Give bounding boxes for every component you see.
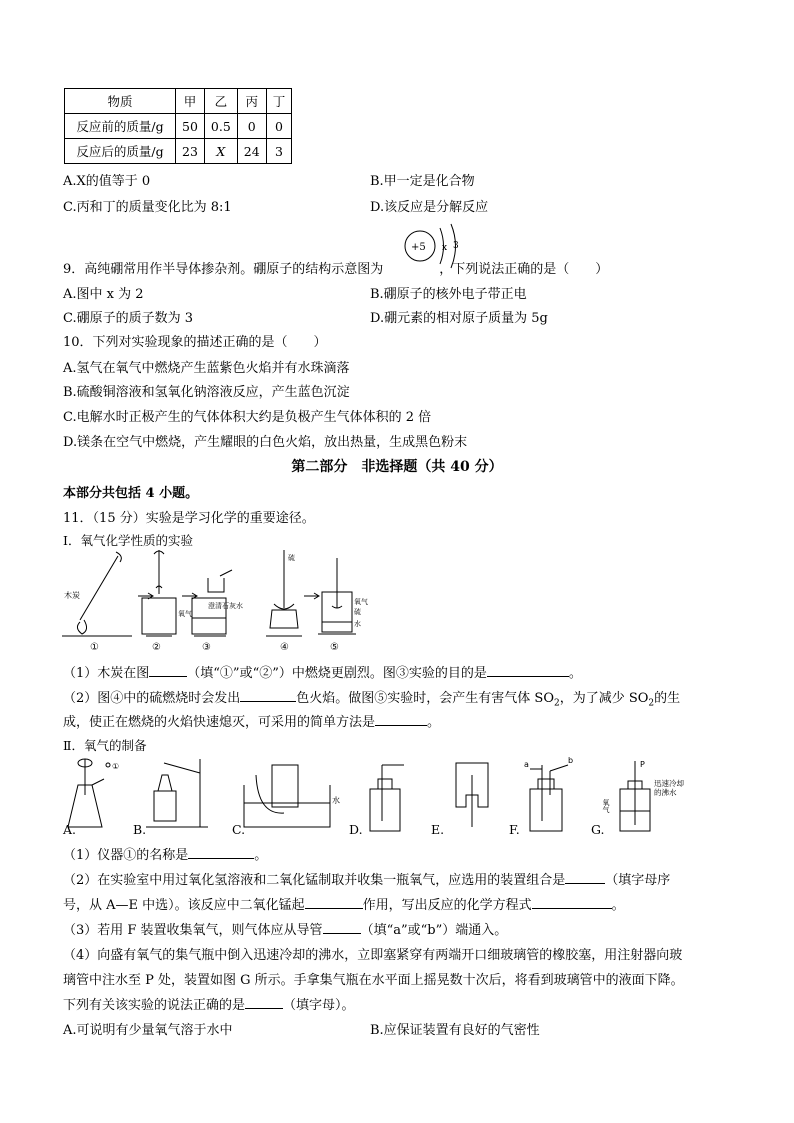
q11-ii-4-option-b: B.应保证装置有良好的气密性: [370, 1023, 540, 1038]
part2-note: 本部分共包括 4 小题。: [63, 486, 199, 501]
boron-atom-diagram: [400, 220, 464, 272]
q9-option-d: D.硼元素的相对原子质量为 5g: [370, 311, 548, 326]
answer-blank[interactable]: [149, 664, 187, 677]
table-cell: 24: [237, 139, 266, 164]
apparatus-label-d: D.: [349, 822, 363, 837]
atom-nucleus-label: +5: [411, 242, 426, 253]
label-tube-b: b: [568, 756, 574, 765]
answer-blank[interactable]: [565, 871, 605, 884]
q9-option-b: B.硼原子的核外电子带正电: [370, 287, 527, 302]
atom-3-label: 3: [453, 241, 459, 251]
q8-option-b: B.甲一定是化合物: [370, 174, 475, 189]
q11-ii-3-text-a: （3）若用 F 装置收集氧气，则气体应从导管: [63, 923, 323, 938]
q11-2-line2: [63, 711, 440, 730]
q10-stem: 10．下列对实验现象的描述正确的是（ ）: [63, 335, 327, 350]
table-cell: 0: [237, 114, 266, 139]
answer-blank[interactable]: [375, 713, 427, 726]
table-cell: X: [204, 139, 237, 164]
figure-number-1: ①: [90, 642, 99, 653]
mass-table: [64, 88, 292, 164]
table-cell: 反应后的质量/g: [65, 139, 176, 164]
q11-ii-4-line3-b: （填字母）。: [283, 998, 355, 1013]
q11-ii-2-line2-c: 。: [611, 898, 625, 913]
table-cell: 50: [176, 114, 205, 139]
q11-ii-2-line2: [63, 894, 625, 913]
q11-ii-4-option-a: A.可说明有少量氧气溶于水中: [63, 1023, 233, 1038]
q11-ii-3: [63, 919, 507, 938]
apparatus-label-g: G.: [591, 822, 605, 837]
q11-ii-1-text: （1）仪器①的名称是: [63, 848, 189, 863]
q11-1-text-b: （填“①”或“②”）中燃烧更剧烈。图③实验的目的是: [187, 666, 487, 681]
q11-ii-2-text-a: （2）在实验室中用过氧化氢溶液和二氧化锰制取并收集一瓶氧气，应选用的装置组合是: [63, 873, 566, 888]
q11-section2-title: Ⅱ．氧气的制备: [63, 738, 147, 753]
q11-2-text-a: （2）图④中的硫燃烧时会发出: [63, 691, 241, 706]
q10-option-d: D.镁条在空气中燃烧，产生耀眼的白色火焰，放出热量，生成黑色粉末: [63, 435, 468, 450]
q11-ii-3-text-b: （填“a”或“b”）端通入。: [360, 923, 508, 938]
apparatus-label-f: F.: [509, 822, 520, 837]
q9-stem: [63, 258, 608, 277]
table-header-cell: 甲: [176, 89, 205, 114]
q11-1: [63, 662, 582, 681]
q11-2-line2-text: 成，使正在燃烧的火焰快速熄灭，可采用的简单方法是: [63, 715, 376, 730]
label-oxygen-2: 氧气: [354, 598, 368, 606]
atom-x-label: x: [442, 243, 448, 253]
answer-blank[interactable]: [487, 664, 569, 677]
q11-2-text-c: ，为了减少 SO: [559, 691, 649, 706]
table-header-cell: 丁: [266, 89, 292, 114]
answer-blank[interactable]: [305, 896, 363, 909]
apparatus-label-e: E.: [431, 822, 445, 837]
q8-option-c: C.丙和丁的质量变化比为 8:1: [63, 200, 232, 215]
answer-blank[interactable]: [323, 921, 361, 934]
table-header-row: [65, 89, 292, 114]
figure-number-5: ⑤: [330, 642, 339, 653]
q11-2-text-d: 的生: [654, 691, 681, 706]
table-cell: 反应前的质量/g: [65, 114, 176, 139]
q11-2: （2）图④中的硫燃烧时会发出 色火焰。做图⑤实验时，会产生有害气体 $SO_2$，为了减少 $SO_2$的生: [63, 691, 681, 709]
q11-section1-title: Ⅰ．氧气化学性质的实验: [63, 533, 193, 548]
q9-stem-part2: ，下列说法正确的是（ ）: [439, 262, 609, 277]
table-header-cell: 丙: [237, 89, 266, 114]
q11-ii-4-line3: [63, 994, 355, 1013]
q8-option-a: A.X的值等于 0: [63, 174, 151, 189]
q11-ii-1-end: 。: [254, 848, 268, 863]
q8-option-d: D.该反应是分解反应: [370, 200, 489, 215]
table-row: [65, 139, 292, 164]
q11-2-line2-end: 。: [427, 715, 441, 730]
label-cooled-water: 迅速冷却的沸水: [654, 779, 684, 797]
q9-option-c: C.硼原子的质子数为 3: [63, 311, 194, 326]
q11-ii-4-line2: 璃管中注水至 P 处，装置如图 G 所示。手拿集气瓶在水平面上摇晃数十次后，将看到玻璃管中的液面下降。: [63, 973, 684, 988]
label-oxygen-g: 氧气: [602, 799, 610, 813]
q11-1-text-c: 。: [568, 666, 582, 681]
apparatus-label-c: C.: [232, 822, 246, 837]
instrument-1-label: ①: [112, 762, 120, 771]
label-tube-a: a: [524, 760, 529, 769]
part2-title: 第二部分 非选择题（共 40 分）: [291, 459, 503, 475]
answer-blank[interactable]: [188, 846, 254, 859]
label-charcoal: 木炭: [64, 591, 80, 600]
table-cell: 23: [176, 139, 205, 164]
q9-option-a: A.图中 x 为 2: [63, 287, 144, 302]
table-cell: 3: [266, 139, 292, 164]
figure-number-2: ②: [152, 642, 161, 653]
answer-blank[interactable]: [240, 689, 296, 702]
q10-option-a: A.氢气在氧气中燃烧产生蓝紫色火焰并有水珠滴落: [63, 361, 350, 376]
q9-stem-part1: 9．高纯硼常用作半导体掺杂剂。硼原子的结构示意图为: [63, 262, 384, 277]
label-oxygen: 氧气: [178, 610, 192, 618]
q10-option-b: B.硫酸铜溶液和氢氧化钠溶液反应，产生蓝色沉淀: [63, 385, 350, 400]
oxygen-experiments-figure: [60, 548, 380, 654]
answer-blank[interactable]: [245, 996, 283, 1009]
label-water: 水: [354, 620, 361, 628]
apparatus-label-a: A.: [63, 822, 77, 837]
label-limewater: 澄清石灰水: [208, 602, 243, 610]
table-row: [65, 114, 292, 139]
table-header-cell: 物质: [65, 89, 176, 114]
label-p: P: [640, 760, 645, 769]
q11-ii-2-line2-a: 号，从 A—E 中选）。该反应中二氧化锰起: [63, 898, 305, 913]
table-cell: 0: [266, 114, 292, 139]
answer-blank[interactable]: [532, 896, 612, 909]
label-sulfur: 硫: [288, 554, 295, 562]
q11-ii-2-line2-b: 作用，写出反应的化学方程式: [362, 898, 532, 913]
table-header-cell: 乙: [204, 89, 237, 114]
figure-number-3: ③: [202, 642, 211, 653]
q11-1-text-a: （1）木炭在图: [63, 666, 150, 681]
q11-ii-4-line3-a: 下列有关该实验的说法正确的是: [63, 998, 246, 1013]
q11-ii-1: [63, 844, 267, 863]
q10-option-c: C.电解水时正极产生的气体体积大约是负极产生气体体积的 2 倍: [63, 410, 432, 425]
q11-ii-2: [63, 869, 670, 888]
label-water-trough: 水: [332, 796, 340, 805]
label-sulfur-2: 硫: [354, 608, 361, 616]
table-cell: 0.5: [204, 114, 237, 139]
q11-ii-2-text-b: （填字母序: [605, 873, 671, 888]
apparatus-label-b: B.: [133, 822, 147, 837]
q11-stem: 11．（15 分）实验是学习化学的重要途径。: [63, 511, 315, 526]
figure-number-4: ④: [280, 642, 289, 653]
q11-ii-4-line1: （4）向盛有氧气的集气瓶中倒入迅速冷却的沸水，立即塞紧穿有两端开口细玻璃管的橡胶塞，用注射器向玻: [63, 948, 683, 963]
q11-2-text-b: 色火焰。做图⑤实验时，会产生有害气体 SO: [296, 691, 554, 706]
